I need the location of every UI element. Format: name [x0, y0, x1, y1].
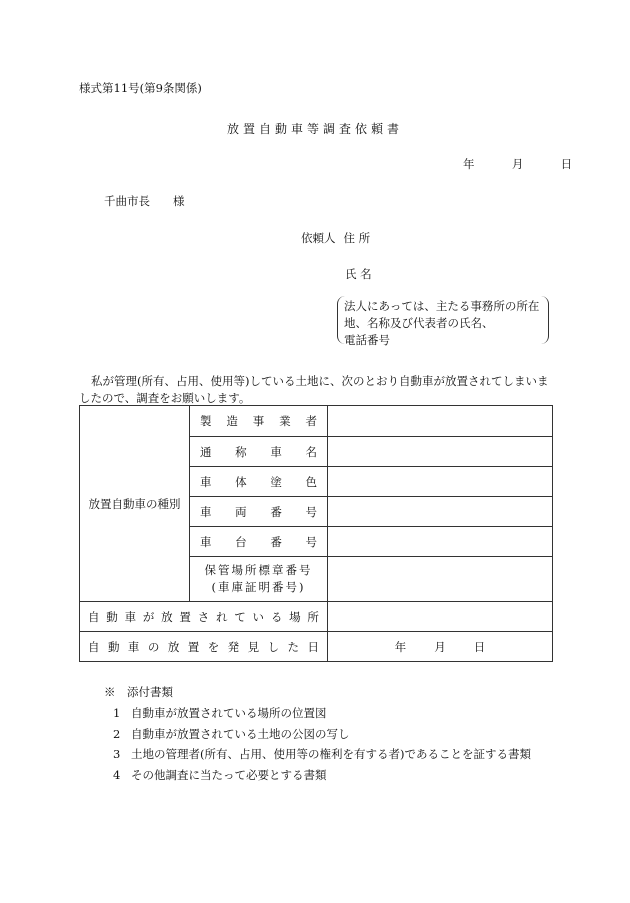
requester-address-line — [301, 230, 370, 246]
note-line: 電話番号 — [344, 333, 390, 347]
date-line — [463, 156, 572, 172]
label-char: 動 — [107, 639, 120, 654]
label-char: を — [207, 639, 220, 654]
value-field-storage-number[interactable] — [328, 557, 553, 602]
label-char: て — [234, 609, 246, 624]
label-char: 体 — [235, 474, 247, 489]
label-char: 塗 — [270, 474, 282, 489]
label-char: 置 — [179, 609, 191, 624]
label-char: 放 — [167, 639, 180, 654]
label-char: 号 — [305, 504, 317, 519]
found-date-label — [80, 632, 328, 662]
attachment-item — [113, 765, 531, 786]
label-char: 車 — [200, 534, 212, 549]
label-char: 放 — [161, 609, 173, 624]
label-char: 造 — [226, 414, 238, 428]
storage-label-line1: 保管場所標章番号 — [204, 563, 313, 577]
row-label-vehicle-number — [190, 497, 328, 527]
label-char: し — [267, 639, 280, 654]
attachment-number: 4 — [113, 767, 121, 782]
storage-label-line2: (車庫証明番号) — [211, 580, 306, 594]
corporation-note — [337, 296, 549, 347]
label-char: 業 — [279, 414, 291, 428]
attachments-heading: ※ 添付書類 — [104, 685, 173, 699]
name-label: 氏 名 — [345, 267, 372, 281]
label-char: 車 — [200, 504, 212, 519]
row-label-manufacturer — [190, 406, 328, 437]
label-char: 製 — [200, 414, 212, 428]
label-char: 事 — [252, 414, 265, 428]
label-char: の — [147, 639, 160, 654]
value-field-vehicle-number[interactable] — [328, 497, 553, 527]
attachment-number: 3 — [113, 747, 121, 761]
addressee: 千曲市長 様 — [104, 194, 185, 208]
value-field-chassis-number[interactable] — [328, 527, 553, 557]
label-char: さ — [197, 609, 210, 624]
row-label-model-name — [190, 437, 328, 467]
requester-name-line — [345, 266, 372, 282]
date-day-label: 日 — [560, 157, 573, 171]
label-char: 色 — [305, 474, 317, 489]
label-char: 通 — [200, 444, 212, 459]
label-char: い — [252, 609, 265, 624]
label-char: 者 — [305, 414, 317, 428]
label-char: 車 — [270, 444, 282, 459]
found-month-label: 月 — [434, 639, 446, 654]
label-char: 名 — [305, 444, 317, 459]
label-char: が — [142, 609, 155, 624]
location-label — [80, 602, 328, 632]
value-field-manufacturer[interactable] — [328, 406, 553, 437]
value-field-model-name[interactable] — [328, 437, 553, 467]
label-char: 日 — [307, 639, 319, 654]
attachment-text: 自動車が放置されている土地の公図の写し — [131, 726, 350, 741]
label-char: る — [270, 609, 283, 624]
intro-paragraph: 私が管理(所有、占用、使用等)している土地に、次のとおり自動車が放置されてしまいましたので、調査をお願いします。 — [79, 374, 549, 405]
attachment-item — [113, 744, 531, 765]
attachments-list — [113, 703, 531, 785]
label-char: 台 — [235, 534, 247, 549]
label-char: 号 — [305, 534, 317, 549]
found-year-label: 年 — [394, 639, 407, 654]
found-day-label: 日 — [473, 639, 486, 654]
value-field-found-date[interactable] — [328, 632, 553, 662]
attachment-item — [113, 703, 531, 724]
label-char: 見 — [247, 639, 260, 654]
label-char: 車 — [127, 639, 140, 654]
document-title: 放置自動車等調査依頼書 — [226, 122, 403, 136]
date-year-label: 年 — [463, 157, 475, 171]
label-char: 番 — [270, 504, 282, 519]
value-field-location[interactable] — [328, 602, 553, 632]
label-char: 自 — [88, 609, 100, 624]
category-label: 放置自動車の種別 — [80, 406, 190, 602]
label-char: 動 — [106, 609, 118, 624]
attachment-item — [113, 724, 531, 745]
attachment-number: 1 — [113, 706, 121, 720]
attachment-number: 2 — [113, 726, 121, 741]
row-label-body-color — [190, 467, 328, 497]
label-char: 自 — [88, 639, 100, 654]
attachment-text: 土地の管理者(所有、占用、使用等の権利を有する者)であることを証する書類 — [131, 747, 531, 761]
label-char: 場 — [289, 609, 301, 624]
label-char: 両 — [235, 504, 247, 519]
vehicle-info-table — [79, 405, 553, 662]
note-line: 法人にあっては、主たる事務所の所在 — [344, 299, 540, 313]
row-label-chassis-number — [190, 527, 328, 557]
address-label: 住 所 — [343, 231, 371, 245]
label-char: れ — [215, 609, 228, 624]
label-char: 称 — [235, 444, 247, 459]
requester-label: 依頼人 — [301, 231, 336, 245]
label-char: 車 — [124, 609, 137, 624]
label-char: 発 — [227, 639, 240, 654]
attachment-text: その他調査に当たって必要とする書類 — [131, 767, 327, 782]
label-char: 番 — [270, 534, 282, 549]
form-number: 様式第11号(第9条関係) — [79, 81, 202, 95]
label-char: 車 — [200, 474, 212, 489]
label-char: 所 — [307, 609, 319, 624]
note-line: 地、名称及び代表者の氏名、 — [344, 316, 494, 330]
value-field-body-color[interactable] — [328, 467, 553, 497]
date-month-label: 月 — [511, 157, 524, 171]
label-char: 置 — [187, 639, 200, 654]
attachment-text: 自動車が放置されている場所の位置図 — [131, 706, 327, 720]
row-label-storage-number — [190, 557, 328, 602]
label-char: た — [287, 639, 300, 654]
